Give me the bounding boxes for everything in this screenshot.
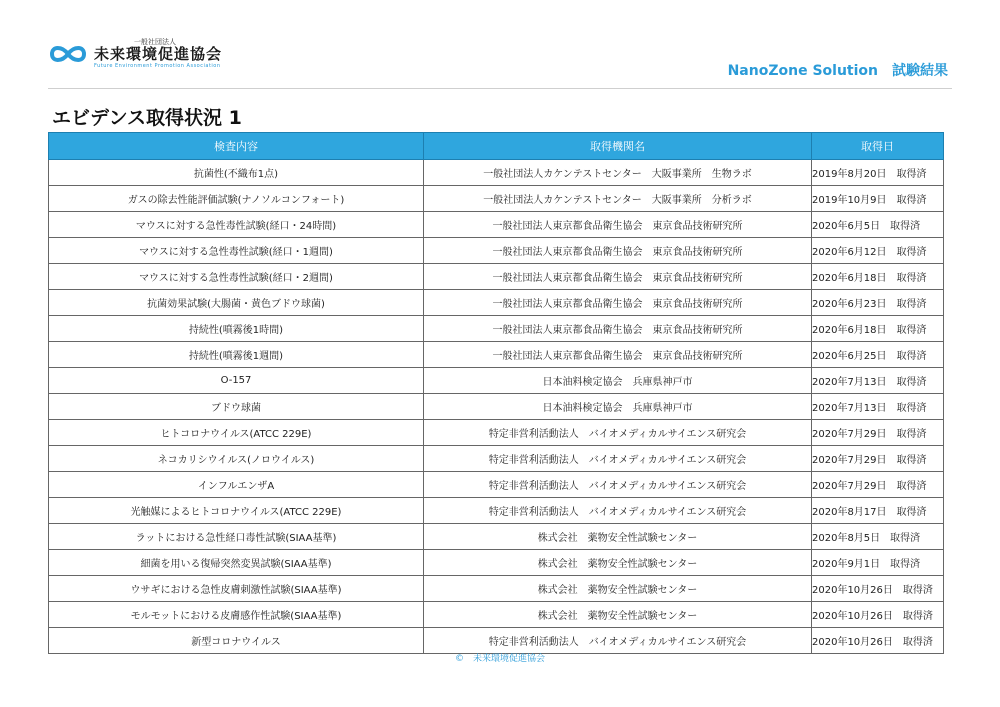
cell-test: インフルエンザA <box>49 472 424 498</box>
table-row <box>49 446 944 472</box>
table-row <box>49 264 944 290</box>
evidence-table <box>48 132 944 654</box>
cell-date: 2020年6月12日 取得済 <box>812 238 944 264</box>
cell-test: マウスに対する急性毒性試験(経口・1週間) <box>49 238 424 264</box>
logo-sub-text: Future Environment Promotion Association <box>94 63 221 69</box>
cell-org: 特定非営利活動法人 バイオメディカルサイエンス研究会 <box>424 420 812 446</box>
cell-date: 2020年10月26日 取得済 <box>812 576 944 602</box>
cell-org: 一般社団法人東京都食品衛生協会 東京食品技術研究所 <box>424 316 812 342</box>
table-row <box>49 238 944 264</box>
table-row <box>49 576 944 602</box>
cell-org: 特定非営利活動法人 バイオメディカルサイエンス研究会 <box>424 628 812 654</box>
header-test: 検査内容 <box>49 133 424 160</box>
cell-date: 2020年6月18日 取得済 <box>812 264 944 290</box>
cell-date: 2019年10月9日 取得済 <box>812 186 944 212</box>
cell-date: 2020年7月29日 取得済 <box>812 472 944 498</box>
cell-test: 持続性(噴霧後1時間) <box>49 316 424 342</box>
cell-org: 一般社団法人東京都食品衛生協会 東京食品技術研究所 <box>424 290 812 316</box>
logo-main-text: 未来環境促進協会 <box>94 45 223 63</box>
cell-test: ヒトコロナウイルス(ATCC 229E) <box>49 420 424 446</box>
cell-date: 2020年6月18日 取得済 <box>812 316 944 342</box>
cell-org: 日本油料検定協会 兵庫県神戸市 <box>424 394 812 420</box>
cell-org: 一般社団法人東京都食品衛生協会 東京食品技術研究所 <box>424 238 812 264</box>
cell-org: 一般社団法人東京都食品衛生協会 東京食品技術研究所 <box>424 342 812 368</box>
cell-org: 株式会社 薬物安全性試験センター <box>424 524 812 550</box>
cell-test: ガスの除去性能評価試験(ナノソルコンフォート) <box>49 186 424 212</box>
cell-test: 細菌を用いる復帰突然変異試験(SIAA基準) <box>49 550 424 576</box>
table-row <box>49 290 944 316</box>
table-row <box>49 316 944 342</box>
cell-date: 2020年9月1日 取得済 <box>812 550 944 576</box>
cell-test: 新型コロナウイルス <box>49 628 424 654</box>
table-row <box>49 186 944 212</box>
table-row <box>49 212 944 238</box>
table-row <box>49 472 944 498</box>
table-row <box>49 550 944 576</box>
cell-date: 2020年8月17日 取得済 <box>812 498 944 524</box>
table-header-row <box>49 133 944 160</box>
header-org: 取得機関名 <box>424 133 812 160</box>
cell-test: 抗菌性(不織布1点) <box>49 160 424 186</box>
cell-test: ブドウ球菌 <box>49 394 424 420</box>
logo <box>48 38 222 69</box>
cell-org: 一般社団法人東京都食品衛生協会 東京食品技術研究所 <box>424 264 812 290</box>
cell-org: 特定非営利活動法人 バイオメディカルサイエンス研究会 <box>424 446 812 472</box>
cell-org: 一般社団法人カケンテストセンター 大阪事業所 分析ラボ <box>424 186 812 212</box>
table-row <box>49 498 944 524</box>
cell-date: 2020年7月13日 取得済 <box>812 394 944 420</box>
cell-test: ラットにおける急性経口毒性試験(SIAA基準) <box>49 524 424 550</box>
cell-date: 2020年8月5日 取得済 <box>812 524 944 550</box>
header-date: 取得日 <box>812 133 944 160</box>
cell-test: 持続性(噴霧後1週間) <box>49 342 424 368</box>
cell-org: 株式会社 薬物安全性試験センター <box>424 602 812 628</box>
cell-org: 一般社団法人東京都食品衛生協会 東京食品技術研究所 <box>424 212 812 238</box>
cell-date: 2020年6月5日 取得済 <box>812 212 944 238</box>
page-title: エビデンス取得状況 1 <box>52 107 242 129</box>
cell-date: 2020年7月29日 取得済 <box>812 420 944 446</box>
cell-test: 光触媒によるヒトコロナウイルス(ATCC 229E) <box>49 498 424 524</box>
cell-org: 特定非営利活動法人 バイオメディカルサイエンス研究会 <box>424 498 812 524</box>
table-row <box>49 160 944 186</box>
cell-test: マウスに対する急性毒性試験(経口・2週間) <box>49 264 424 290</box>
table-row <box>49 394 944 420</box>
cell-date: 2020年10月26日 取得済 <box>812 602 944 628</box>
cell-test: マウスに対する急性毒性試験(経口・24時間) <box>49 212 424 238</box>
cell-date: 2020年6月25日 取得済 <box>812 342 944 368</box>
cell-date: 2020年6月23日 取得済 <box>812 290 944 316</box>
logo-small-text: 一般社団法人 <box>134 38 176 46</box>
table-row <box>49 602 944 628</box>
table-row <box>49 628 944 654</box>
cell-date: 2019年8月20日 取得済 <box>812 160 944 186</box>
cell-test: 抗菌効果試験(大腸菌・黄色ブドウ球菌) <box>49 290 424 316</box>
cell-test: ウサギにおける急性皮膚刺激性試験(SIAA基準) <box>49 576 424 602</box>
cell-test: ネコカリシウイルス(ノロウイルス) <box>49 446 424 472</box>
table-row <box>49 420 944 446</box>
cell-date: 2020年7月13日 取得済 <box>812 368 944 394</box>
infinity-logo-icon <box>48 42 88 66</box>
cell-org: 株式会社 薬物安全性試験センター <box>424 576 812 602</box>
copyright-footer: © 未来環境促進協会 <box>454 654 545 664</box>
header-divider <box>48 88 952 89</box>
table-row <box>49 524 944 550</box>
cell-org: 株式会社 薬物安全性試験センター <box>424 550 812 576</box>
cell-org: 一般社団法人カケンテストセンター 大阪事業所 生物ラボ <box>424 160 812 186</box>
cell-test: モルモットにおける皮膚感作性試験(SIAA基準) <box>49 602 424 628</box>
cell-date: 2020年7月29日 取得済 <box>812 446 944 472</box>
header-title: NanoZone Solution 試験結果 <box>727 63 948 79</box>
cell-org: 特定非営利活動法人 バイオメディカルサイエンス研究会 <box>424 472 812 498</box>
cell-test: O-157 <box>49 368 424 394</box>
table-row <box>49 368 944 394</box>
cell-date: 2020年10月26日 取得済 <box>812 628 944 654</box>
cell-org: 日本油料検定協会 兵庫県神戸市 <box>424 368 812 394</box>
table-row <box>49 342 944 368</box>
